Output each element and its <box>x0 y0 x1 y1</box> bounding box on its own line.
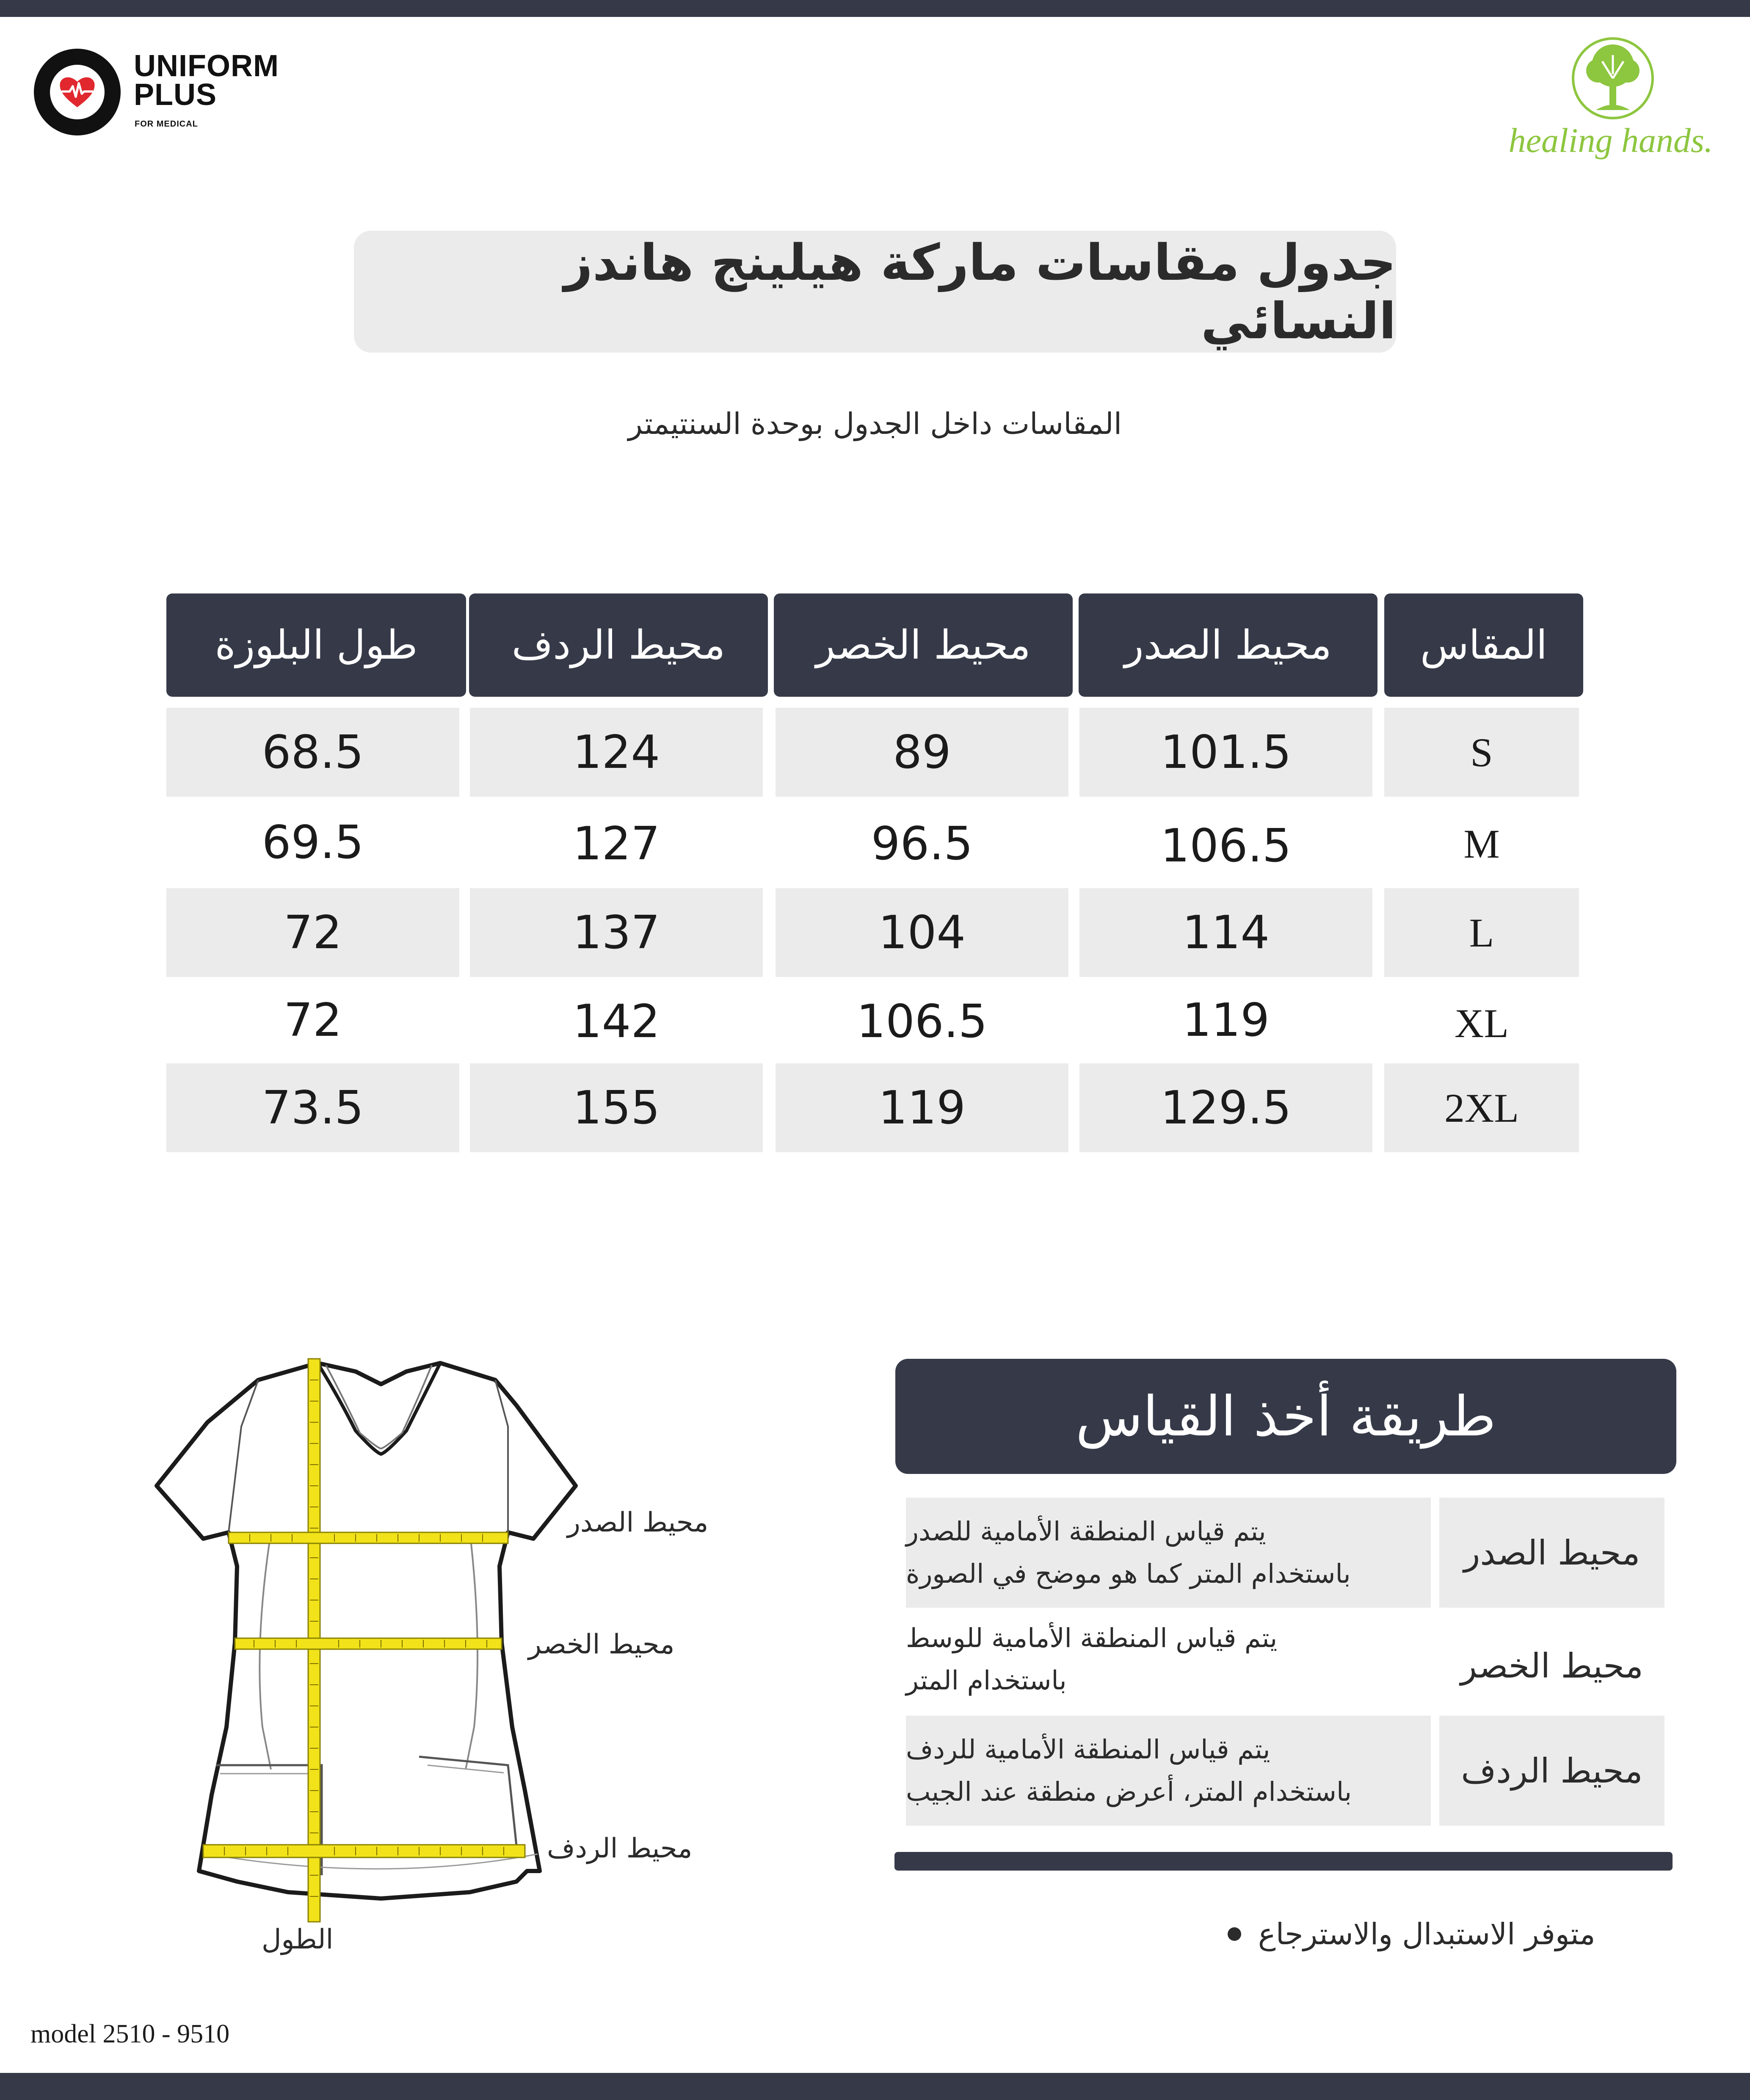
table-cell-hip: 124 <box>470 708 763 797</box>
garment-label-length: الطول <box>262 1924 334 1955</box>
table-cell-hip: 142 <box>572 995 660 1048</box>
header-hip: محيط الردف <box>469 593 768 697</box>
table-cell-length: 68.5 <box>166 708 459 797</box>
table-cell-chest: 106.5 <box>1160 819 1292 872</box>
measure-heading: طريقة أخذ القياس <box>1075 1384 1496 1449</box>
measure-row-name: محيط الخصر <box>1460 1646 1643 1686</box>
model-number: model 2510 - 9510 <box>30 2020 230 2048</box>
heart-logo-icon <box>34 49 121 135</box>
measure-desc-line: باستخدام المتر <box>906 1665 1067 1696</box>
table-cell-size: XL <box>1455 1000 1509 1046</box>
table-cell-chest: 119 <box>1182 993 1270 1047</box>
table-cell-size: M <box>1463 821 1500 866</box>
healing-hands-logo <box>1490 36 1731 167</box>
header-length: طول البلوزة <box>166 593 466 697</box>
exchange-note <box>1228 1917 1626 1951</box>
table-cell-size: 2XL <box>1384 1063 1579 1152</box>
bullet-icon <box>1228 1927 1241 1941</box>
table-cell-size: L <box>1384 888 1579 977</box>
page-title: جدول مقاسات ماركة هيلينج هاندز النسائي <box>563 233 1396 350</box>
measure-row-name: محيط الصدر <box>1439 1498 1664 1608</box>
measure-row-name: محيط الردف <box>1439 1716 1664 1826</box>
table-cell-length: 73.5 <box>166 1063 459 1152</box>
garment-label-waist: محيط الخصر <box>528 1629 675 1660</box>
garment-label-hip: محيط الردف <box>547 1833 693 1864</box>
bottom-bar <box>0 2073 1750 2100</box>
measure-heading-box <box>895 1359 1676 1474</box>
table-cell-chest: 114 <box>1079 888 1372 977</box>
table-cell-waist: 89 <box>776 708 1068 797</box>
table-cell-length: 69.5 <box>262 816 364 869</box>
table-cell-hip: 155 <box>470 1063 763 1152</box>
table-cell-waist: 96.5 <box>871 817 973 870</box>
top-bar <box>0 0 1750 17</box>
measure-desc-line: باستخدام المتر، أعرض منطقة عند الجيب <box>906 1776 1352 1807</box>
measure-desc-line: باستخدام المتر كما هو موضح في الصورة <box>906 1558 1351 1589</box>
measure-row-desc <box>906 1498 1431 1608</box>
table-cell-waist: 106.5 <box>856 995 988 1048</box>
table-cell-waist: 104 <box>776 888 1068 977</box>
header-waist: محيط الخصر <box>774 593 1073 697</box>
measure-row-desc <box>906 1604 1431 1714</box>
header-size: المقاس <box>1384 593 1583 697</box>
table-cell-size: S <box>1384 708 1579 797</box>
brand-name: healing hands. <box>1508 121 1713 160</box>
measure-row-desc <box>906 1716 1431 1826</box>
table-cell-length: 72 <box>166 888 459 977</box>
logo-line-1: UNIFORM <box>134 49 279 83</box>
measure-desc-line: يتم قياس المنطقة الأمامية للردف <box>906 1734 1270 1765</box>
page-title-box <box>354 231 1396 353</box>
table-cell-chest: 129.5 <box>1079 1063 1372 1152</box>
tree-icon <box>1571 36 1655 121</box>
measure-desc-line: يتم قياس المنطقة الأمامية للصدر <box>906 1516 1266 1547</box>
table-cell-hip: 137 <box>470 888 763 977</box>
table-cell-waist: 119 <box>776 1063 1068 1152</box>
table-cell-chest: 101.5 <box>1079 708 1372 797</box>
page-subtitle: المقاسات داخل الجدول بوحدة السنتيمتر <box>628 406 1122 441</box>
exchange-note-text: متوفر الاستبدال والاسترجاع <box>1258 1917 1595 1951</box>
measure-desc-line: يتم قياس المنطقة الأمامية للوسط <box>906 1623 1278 1653</box>
divider-bar <box>894 1852 1673 1871</box>
header-chest: محيط الصدر <box>1079 593 1377 697</box>
logo-line-3: FOR MEDICAL <box>135 119 198 129</box>
uniform-plus-logo <box>34 47 330 140</box>
garment-label-chest: محيط الصدر <box>567 1507 709 1538</box>
table-cell-length: 72 <box>284 993 342 1047</box>
table-cell-hip: 127 <box>572 817 660 870</box>
logo-line-2: PLUS <box>134 78 217 112</box>
